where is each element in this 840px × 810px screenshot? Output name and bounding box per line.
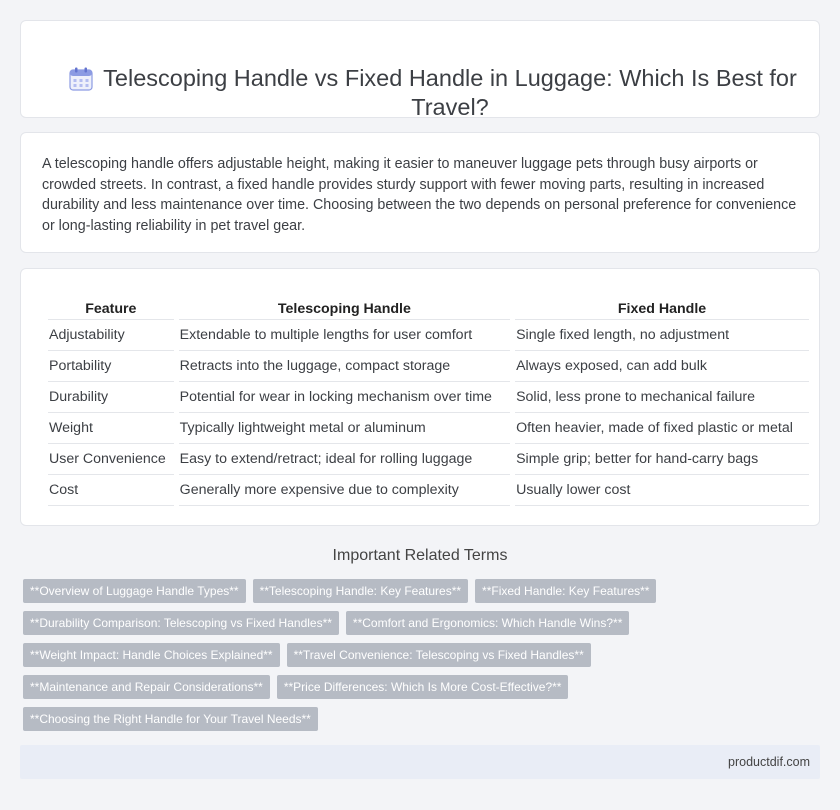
related-term-tag[interactable]: **Fixed Handle: Key Features** [475, 579, 656, 603]
related-term-tag[interactable]: **Durability Comparison: Telescoping vs Fixed Handles** [23, 611, 339, 635]
table-cell: Typically lightweight metal or aluminum [179, 413, 510, 444]
related-terms-heading: Important Related Terms [332, 547, 508, 564]
table-row [48, 475, 809, 506]
table-cell: Cost [48, 475, 174, 506]
column-header: Telescoping Handle [179, 297, 510, 320]
table-cell: Often heavier, made of fixed plastic or metal [515, 413, 809, 444]
page-title: Telescoping Handle vs Fixed Handle in Luggage: Which Is Best for Travel? [103, 65, 797, 120]
comparison-table [43, 297, 814, 506]
table-cell: Solid, less prone to mechanical failure [515, 382, 809, 413]
table-cell: Durability [48, 382, 174, 413]
table-header-row [48, 297, 809, 320]
related-term-tag[interactable]: **Telescoping Handle: Key Features** [253, 579, 468, 603]
table-row [48, 444, 809, 475]
table-cell: Easy to extend/retract; ideal for rolling luggage [179, 444, 510, 475]
table-cell: User Convenience [48, 444, 174, 475]
table-cell: Single fixed length, no adjustment [515, 320, 809, 351]
table-cell: Extendable to multiple lengths for user comfort [179, 320, 510, 351]
calendar-icon [68, 66, 94, 92]
related-term-tag[interactable]: **Price Differences: Which Is More Cost-Effective?** [277, 675, 569, 699]
table-cell: Potential for wear in locking mechanism over time [179, 382, 510, 413]
related-term-tag[interactable]: **Travel Convenience: Telescoping vs Fixed Handles** [287, 643, 591, 667]
column-header: Feature [48, 297, 174, 320]
related-term-tag[interactable]: **Choosing the Right Handle for Your Travel Needs** [23, 707, 318, 731]
table-cell: Generally more expensive due to complexity [179, 475, 510, 506]
table-row [48, 320, 809, 351]
table-cell: Usually lower cost [515, 475, 809, 506]
table-cell: Weight [48, 413, 174, 444]
related-term-tag[interactable]: **Maintenance and Repair Considerations** [23, 675, 270, 699]
footer [20, 745, 820, 779]
title-card [20, 20, 820, 118]
table-row [48, 351, 809, 382]
related-term-tag[interactable]: **Overview of Luggage Handle Types** [23, 579, 246, 603]
site-name[interactable]: productdif.com [728, 755, 810, 769]
table-row [48, 413, 809, 444]
table-cell: Portability [48, 351, 174, 382]
column-header: Fixed Handle [515, 297, 809, 320]
related-terms-list [23, 579, 803, 739]
intro-card [20, 132, 820, 253]
table-cell: Simple grip; better for hand-carry bags [515, 444, 809, 475]
table-row [48, 382, 809, 413]
related-term-tag[interactable]: **Weight Impact: Handle Choices Explained** [23, 643, 280, 667]
comparison-card [20, 268, 820, 526]
related-term-tag[interactable]: **Comfort and Ergonomics: Which Handle Wins?** [346, 611, 629, 635]
table-cell: Adjustability [48, 320, 174, 351]
table-cell: Always exposed, can add bulk [515, 351, 809, 382]
intro-paragraph: A telescoping handle offers adjustable height, making it easier to maneuver luggage pets through busy airports or crowded streets. In contrast, a fixed handle provides sturdy support with fewer moving parts, resulting in increased durability and less maintenance over time. Choosing between the two depends on personal preference for convenience or long-lasting reliability in pet travel gear. [42, 156, 797, 234]
table-cell: Retracts into the luggage, compact storage [179, 351, 510, 382]
